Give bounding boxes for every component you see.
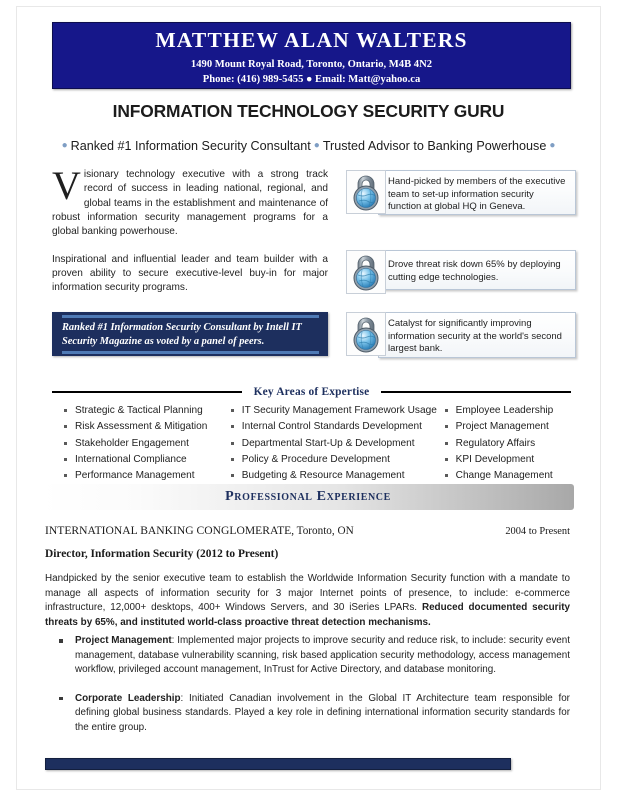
- achievement-text-2: Drove threat risk down 65% by deploying cutting edge technologies.: [378, 250, 576, 290]
- square-bullet-icon: [445, 458, 448, 461]
- section-banner-title: Professional Experience: [225, 489, 391, 504]
- employer-location: , Toronto, ON: [291, 525, 354, 537]
- square-bullet-icon: [64, 409, 67, 412]
- square-bullet-icon: [64, 425, 67, 428]
- summary-paragraph-1-text: isionary technology executive with a strong track record of success in leading national, regional, and global teams in the establishment and maintenance of robust information security management programs for a global banking powerhouse.: [52, 169, 328, 238]
- list-item: [45, 692, 570, 736]
- section-banner-professional-experience: [42, 484, 574, 510]
- job-description-highlight: Reduced documented security threats by 65%, and instituted world-class proactive threat detection mechanisms.: [45, 602, 570, 628]
- achievement-callout-2: [346, 250, 576, 290]
- square-bullet-icon: [64, 442, 67, 445]
- list-item: [229, 403, 443, 419]
- padlock-globe-icon: [346, 250, 386, 294]
- list-item: [229, 419, 443, 435]
- list-item: [443, 468, 580, 484]
- job-title-heading: Director, Information Security (2012 to Present): [45, 548, 279, 560]
- bullet-dot-icon: ●: [549, 140, 556, 151]
- professional-summary: [52, 163, 328, 296]
- list-item-label: Policy & Procedure Development: [241, 454, 390, 466]
- list-item-label: Departmental Start-Up & Development: [241, 437, 415, 449]
- bullet-dot-icon: ●: [61, 140, 68, 151]
- padlock-globe-svg: [347, 313, 385, 355]
- list-item: [229, 468, 443, 484]
- list-item-label: Regulatory Affairs: [455, 437, 536, 449]
- list-item-label: Risk Assessment & Mitigation: [75, 421, 208, 433]
- achievement-row: [346, 170, 576, 215]
- job-bullet-list: [45, 634, 570, 749]
- list-item-label: Change Management: [455, 470, 553, 482]
- square-bullet-icon: [59, 697, 63, 701]
- quote-rule-bottom: [62, 351, 319, 354]
- square-bullet-icon: [445, 409, 448, 412]
- expertise-column-3: [443, 403, 580, 485]
- square-bullet-icon: [445, 442, 448, 445]
- bullet-text: : Initiated Canadian involvement in the Global IT Architecture team responsible for defining global business standards. Played a key role in defining international information security standards for the entire group.: [75, 692, 570, 733]
- list-item: [229, 452, 443, 468]
- list-item-label: Strategic & Tactical Planning: [75, 405, 203, 416]
- list-item: [443, 403, 580, 419]
- square-bullet-icon: [59, 639, 63, 643]
- square-bullet-icon: [64, 474, 67, 477]
- bullet-dot-icon: ●: [313, 140, 320, 151]
- employer-name-group: [45, 524, 354, 537]
- list-item: [62, 452, 229, 468]
- expertise-column-2: [229, 403, 443, 485]
- divider-right: [381, 391, 571, 394]
- padlock-globe-icon: [346, 312, 386, 356]
- footer-bar: [45, 758, 511, 770]
- expertise-heading: [52, 386, 571, 398]
- drop-cap: V: [52, 163, 81, 208]
- achievement-callout-3: [346, 312, 576, 358]
- tagline-item-2: Trusted Advisor to Banking Powerhouse: [322, 139, 547, 153]
- list-item: [229, 436, 443, 452]
- list-item: [62, 436, 229, 452]
- list-item-label: International Compliance: [75, 454, 187, 466]
- divider-left: [52, 391, 242, 394]
- padlock-globe-icon: [346, 170, 386, 214]
- list-item-label: Budgeting & Resource Management: [241, 470, 405, 482]
- list-item-label: Project Management: [455, 421, 549, 433]
- achievement-row: [346, 312, 576, 358]
- list-item-label: Employee Leadership: [455, 405, 554, 416]
- list-item-label: Internal Control Standards Development: [241, 421, 422, 433]
- square-bullet-icon: [231, 409, 234, 412]
- candidate-name: MATTHEW ALAN WALTERS: [155, 28, 468, 52]
- bullet-label: Corporate Leadership: [75, 692, 181, 704]
- expertise-title: Key Areas of Expertise: [253, 386, 370, 398]
- square-bullet-icon: [231, 458, 234, 461]
- bullet-label: Project Management: [75, 635, 172, 646]
- tagline-item-1: Ranked #1 Information Security Consultant: [70, 139, 311, 153]
- list-item: [443, 452, 580, 468]
- expertise-column-1: [52, 403, 229, 485]
- padlock-globe-svg: [347, 251, 385, 293]
- tagline: [0, 139, 617, 153]
- testimonial-text: Ranked #1 Information Security Consultant by Intell IT Security Magazine as voted by a panel of peers.: [62, 322, 302, 347]
- list-item: [62, 403, 229, 419]
- summary-paragraph-2: Inspirational and influential leader and team builder with a proven ability to secure executive-level buy-in for major information security programs.: [52, 253, 328, 294]
- achievement-text-1: Hand-picked by members of the executive team to set-up information security function at global HQ in Geneva.: [378, 170, 576, 215]
- page-title: INFORMATION TECHNOLOGY SECURITY GURU: [112, 101, 505, 121]
- header-banner: [52, 22, 571, 89]
- achievement-callout-1: [346, 170, 576, 215]
- list-item: [45, 634, 570, 678]
- achievement-text-3: Catalyst for significantly improving information security at the world's second largest bank.: [378, 312, 576, 358]
- testimonial-box: [52, 312, 328, 356]
- list-item-label: Stakeholder Engagement: [75, 437, 189, 449]
- square-bullet-icon: [231, 442, 234, 445]
- expertise-columns: [52, 403, 580, 485]
- list-item-label: KPI Development: [455, 454, 535, 466]
- employer-row: [45, 524, 570, 537]
- square-bullet-icon: [231, 474, 234, 477]
- list-item: [62, 468, 229, 484]
- list-item: [443, 436, 580, 452]
- list-item-label: IT Security Management Framework Usage: [241, 405, 437, 416]
- job-description-text: Handpicked by the senior executive team to establish the Worldwide Information Security function with a mandate to manage all aspects of information security for 3 major Internet points of presence, to include: e-commerce infrastructure, 12,000+ desktops, 400+ Windows Servers, and 30 iSeries LPARs.: [45, 573, 570, 614]
- square-bullet-icon: [445, 425, 448, 428]
- list-item: [443, 419, 580, 435]
- list-item-label: Performance Management: [75, 470, 195, 482]
- padlock-globe-svg: [347, 171, 385, 213]
- square-bullet-icon: [445, 474, 448, 477]
- job-description: [45, 572, 570, 630]
- square-bullet-icon: [231, 425, 234, 428]
- candidate-contact: Phone: (416) 989-5455 ● Email: Matt@yahoo.ca: [202, 73, 421, 85]
- employer-name: INTERNATIONAL BANKING CONGLOMERATE: [45, 524, 292, 537]
- achievement-row: [346, 250, 576, 290]
- employment-dates: 2004 to Present: [505, 526, 570, 537]
- square-bullet-icon: [64, 458, 67, 461]
- summary-paragraph-1: [52, 163, 328, 240]
- list-item: [62, 419, 229, 435]
- candidate-address: 1490 Mount Royal Road, Toronto, Ontario, M4B 4N2: [190, 58, 433, 70]
- bullet-text: : Implemented major projects to improve security and reduce risk, to include: security event management, database vulnerability scanning, risk based application security methodology, access management workflow, privileged account management, InTrust for Active Directory, and database monitoring.: [75, 635, 570, 676]
